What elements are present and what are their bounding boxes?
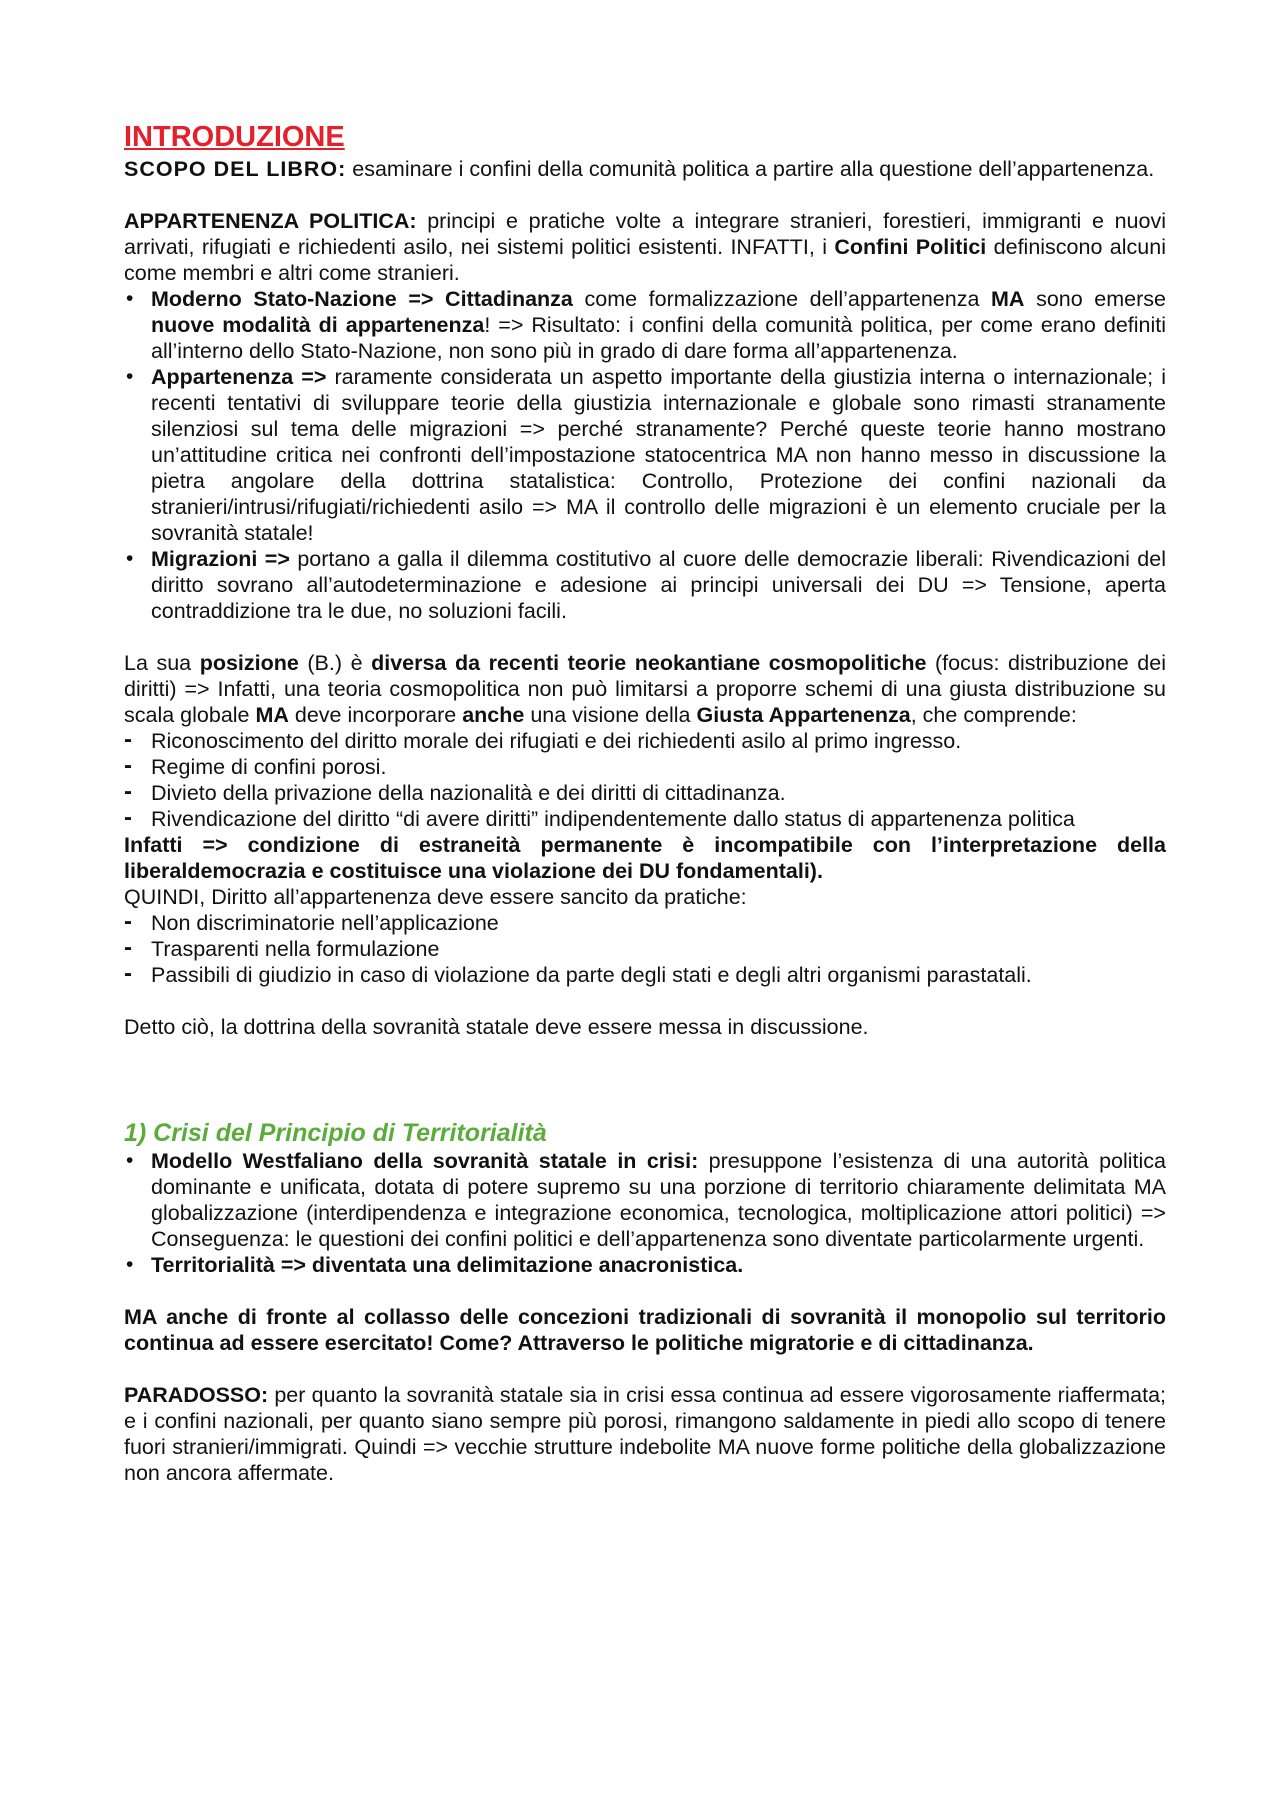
scopo-label: SCOPO DEL LIBRO:	[124, 157, 347, 181]
list-item: - Non discriminatorie nell’applicazione	[124, 910, 1166, 936]
pratiche-list	[124, 910, 1166, 988]
list-item: • Territorialità => diventata una delimitazione anacronistica.	[124, 1252, 1166, 1278]
section-1-bullet-list	[124, 1148, 1166, 1278]
quindi-paragraph: QUINDI, Diritto all’appartenenza deve essere sancito da pratiche:	[124, 885, 747, 909]
list-item: - Divieto della privazione della nazionalità e dei diritti di cittadinanza.	[124, 780, 1166, 806]
posizione-paragraph: La sua posizione (B.) è diversa da recenti teorie neokantiane cosmopolitiche (focus: distribuzione dei diritti) => Infatti, una teoria cosmopolitica non può limitarsi a proporre schemi di una giusta distribuzione su scala globale MA deve incorporare anche una visione della Giusta Appartenenza, che comprende:	[124, 651, 1167, 727]
giusta-appartenenza-list	[124, 728, 1166, 832]
scopo-paragraph	[124, 156, 1166, 182]
list-item: • Moderno Stato-Nazione => Cittadinanza come formalizzazione dell’appartenenza MA sono emerse nuove modalità di appartenenza! => Risultato: i confini della comunità politica, per come erano definiti all’interno dello Stato-Nazione, non sono più in grado di dare forma all’appartenenza.	[124, 286, 1166, 364]
intro-bullet-list	[124, 286, 1166, 624]
section-1-heading: 1) Crisi del Principio di Territorialità	[124, 1119, 547, 1147]
list-item: • Modello Westfaliano della sovranità statale in crisi: presuppone l’esistenza di una autorità politica dominante e unificata, dotata di potere supremo su una porzione di territorio chiaramente delimitata MA globalizzazione (interdipendenza e integrazione economica, tecnologica, moltiplicazione attori politici) => Conseguenza: le questioni dei confini politici e dell’appartenenza sono diventate particolarmente urgenti.	[124, 1148, 1166, 1252]
infatti-paragraph: Infatti => condizione di estraneità permanente è incompatibile con l’interpretazione della liberaldemocrazia e costituisce una violazione dei DU fondamentali).	[124, 833, 1166, 883]
appartenenza-paragraph: APPARTENENZA POLITICA: principi e pratiche volte a integrare stranieri, forestieri, immigranti e nuovi arrivati, rifugiati e richiedenti asilo, nei sistemi politici esistenti. INFATTI, i Confini Politici definiscono alcuni come membri e altri come stranieri.	[124, 209, 1166, 285]
paradosso-paragraph: PARADOSSO: per quanto la sovranità statale sia in crisi essa continua ad essere vigorosamente riaffermata; e i confini nazionali, per quanto siano sempre più porosi, rimangono saldamente in piedi allo scopo di tenere fuori stranieri/immigrati. Quindi => vecchie strutture indebolite MA nuove forme politiche della globalizzazione non ancora affermate.	[124, 1383, 1166, 1485]
paradosso-label: PARADOSSO:	[124, 1383, 269, 1407]
list-item: - Passibili di giudizio in caso di violazione da parte degli stati e degli altri organismi parastatali.	[124, 962, 1166, 988]
appartenenza-label: APPARTENENZA POLITICA:	[124, 209, 417, 233]
list-item: - Riconoscimento del diritto morale dei rifugiati e dei richiedenti asilo al primo ingresso.	[124, 728, 1166, 754]
detto-paragraph: Detto ciò, la dottrina della sovranità statale deve essere messa in discussione.	[124, 1015, 869, 1039]
list-item: • Migrazioni => portano a galla il dilemma costitutivo al cuore delle democrazie liberali: Rivendicazioni del diritto sovrano all’autodeterminazione e adesione ai principi universali dei DU => Tensione, aperta contraddizione tra le due, no soluzioni facili.	[124, 546, 1166, 624]
list-item: - Rivendicazione del diritto “di avere diritti” indipendentemente dallo status di appartenenza politica	[124, 806, 1166, 832]
list-item: • Appartenenza => raramente considerata un aspetto importante della giustizia interna o internazionale; i recenti tentativi di sviluppare teorie della giustizia internazionale e globale sono rimasti stranamente silenziosi sul tema delle migrazioni => perché stranamente? Perché queste teorie hanno mostrano un’attitudine critica nei confronti dell’impostazione statocentrica MA non hanno messo in discussione la pietra angolare della dottrina statalistica: Controllo, Protezione dei confini nazionali da stranieri/intrusi/rifugiati/richiedenti asilo => MA il controllo delle migrazioni è un elemento cruciale per la sovranità statale!	[124, 364, 1166, 546]
list-item: - Trasparenti nella formulazione	[124, 936, 1166, 962]
ma-paragraph: MA anche di fronte al collasso delle concezioni tradizionali di sovranità il monopolio sul territorio continua ad essere esercitato! Come? Attraverso le politiche migratorie e di cittadinanza.	[124, 1305, 1166, 1355]
document-page	[124, 120, 1166, 1486]
list-item: - Regime di confini porosi.	[124, 754, 1166, 780]
scopo-text: esaminare i confini della comunità politica a partire alla questione dell’appartenenza.	[346, 157, 1155, 181]
intro-heading: INTRODUZIONE	[124, 121, 345, 153]
